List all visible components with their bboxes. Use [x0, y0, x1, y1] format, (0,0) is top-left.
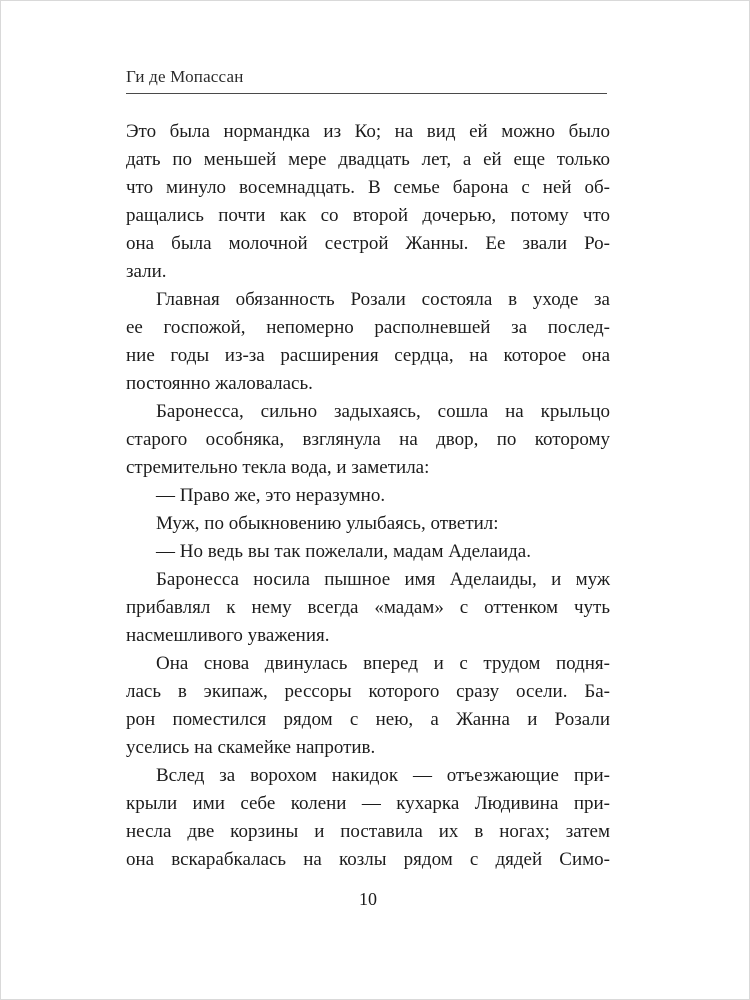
text-line: Муж, по обыкновению улыбаясь, ответил:	[156, 513, 499, 534]
text-line: прибавлял к нему всегда «мадам» с оттенком чуть	[126, 597, 610, 618]
text-line: стремительно текла вода, и заметила:	[126, 457, 430, 478]
page-number: 10	[359, 889, 377, 909]
text-line: ращались почти как со второй дочерью, потому что	[126, 205, 610, 226]
text-line: рон поместился рядом с нею, а Жанна и Розали	[126, 709, 610, 730]
text-line: постоянно жаловалась.	[126, 373, 313, 394]
text-line: ее госпожой, непомерно располневшей за послед-	[126, 317, 610, 338]
text-line: Она снова двинулась вперед и с трудом подня-	[156, 653, 610, 674]
text-line: Это была нормандка из Ко; на вид ей можно было	[126, 121, 610, 142]
text-line: она вскарабкалась на козлы рядом с дядей Симо-	[126, 849, 610, 870]
text-line: старого особняка, взглянула на двор, по которому	[126, 429, 610, 450]
text-line: она была молочной сестрой Жанны. Ее звали Ро-	[126, 233, 610, 254]
text-line: — Право же, это неразумно.	[156, 485, 386, 506]
text-line: — Но ведь вы так пожелали, мадам Аделаида.	[156, 541, 531, 562]
text-line: дать по меньшей мере двадцать лет, а ей еще только	[126, 149, 610, 170]
text-line: лась в экипаж, рессоры которого сразу осели. Ба-	[126, 681, 610, 702]
text-line: уселись на скамейке напротив.	[126, 737, 376, 758]
header-rule	[126, 93, 607, 94]
text-line: насмешливого уважения.	[126, 625, 330, 646]
text-line: Баронесса, сильно задыхаясь, сошла на крыльцо	[156, 401, 610, 422]
text-line: крыли ими себе колени — кухарка Людивина при-	[126, 793, 610, 814]
text-line: несла две корзины и поставила их в ногах; затем	[126, 821, 610, 842]
text-line: что минуло восемнадцать. В семье барона с ней об-	[126, 177, 610, 198]
running-header-author: Ги де Мопассан	[126, 67, 244, 86]
text-line: Вслед за ворохом накидок — отъезжающие при-	[156, 765, 610, 786]
body-text	[126, 118, 610, 874]
text-line: Баронесса носила пышное имя Аделаиды, и муж	[156, 569, 610, 590]
text-line: Главная обязанность Розали состояла в уходе за	[156, 289, 610, 310]
text-line: ние годы из-за расширения сердца, на которое она	[126, 345, 610, 366]
text-line: зали.	[126, 261, 167, 282]
